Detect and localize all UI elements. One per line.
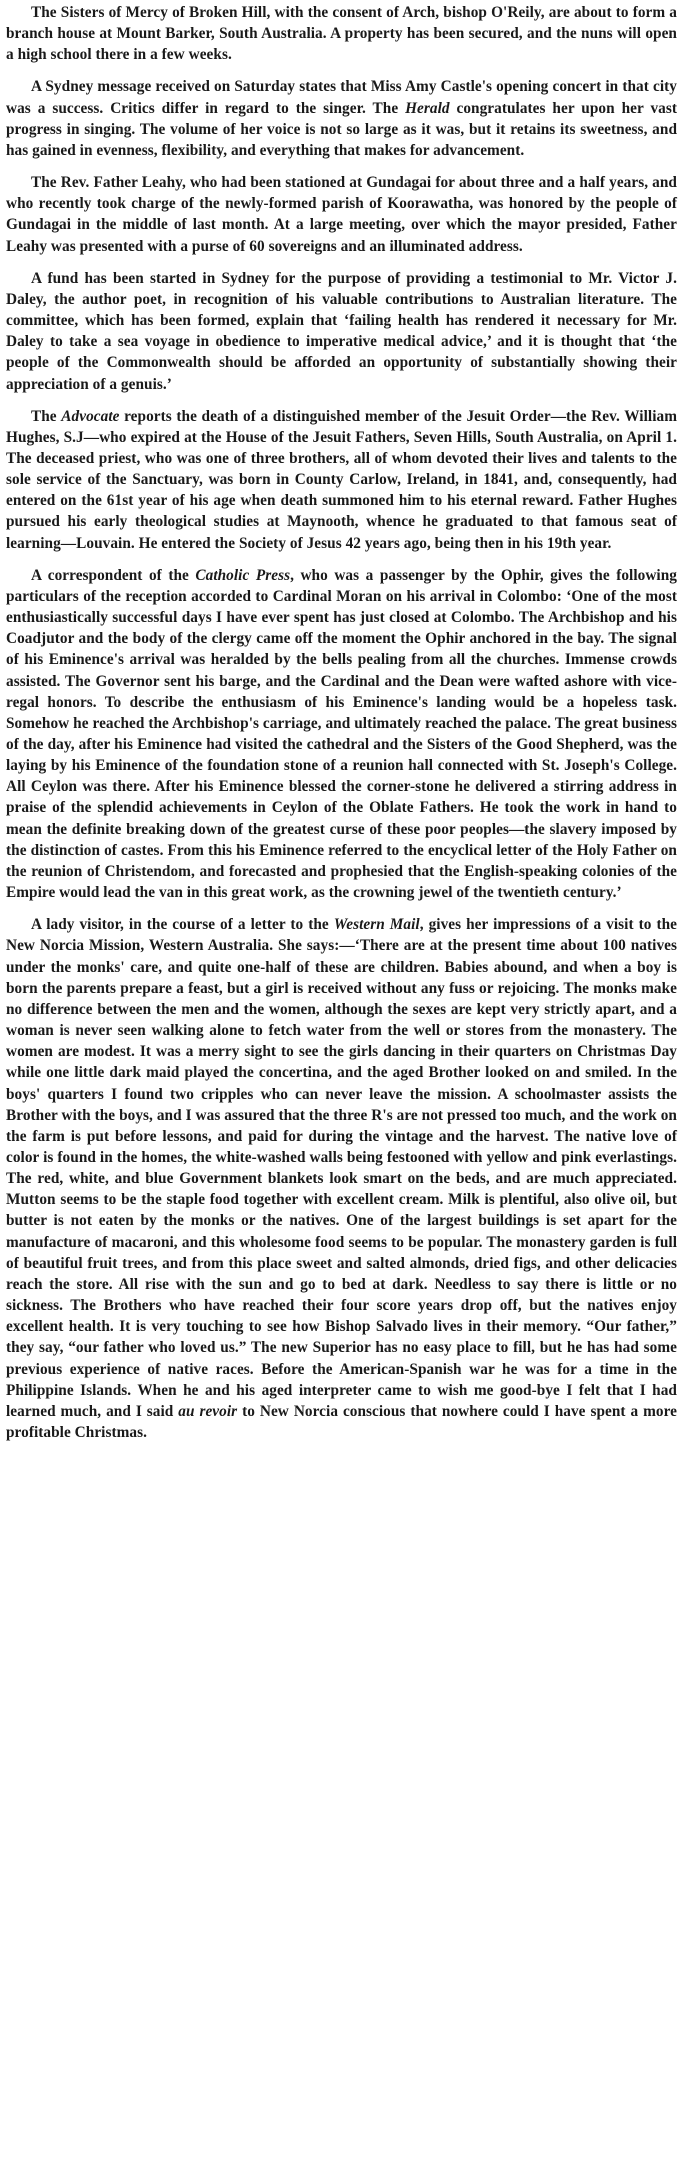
news-item-victor-daley [6, 268, 677, 395]
news-item-broken-hill [6, 2, 677, 65]
news-item-text: The Sisters of Mercy of Broken Hill, with the consent of Arch, bishop O'Reily, are about to form a branch house at Mount Barker, South Australia. A property has been secured, and the nuns will open a high school there in a few weeks. [6, 4, 677, 64]
news-item-text: A fund has been started in Sydney for the purpose of providing a testimonial to Mr. Victor J. Daley, the author poet, in recognition of his valuable contributions to Australian literature. The committee, which has been formed, explain that ‘failing health has rendered it necessary for Mr. Daley to take a sea voyage in obedience to imperative medical advice,’ and it is thought that ‘the people of the Commonwealth should be afforded an opportunity of substantially showing their appreciation of a genuis.’ [6, 269, 677, 393]
publication-title: Advocate [61, 407, 120, 425]
news-item-cardinal-moran [6, 565, 677, 904]
news-item-text: A Sydney message received on Saturday states that Miss Amy Castle's opening concert in that city was a success. Critics differ in regard to the singer. The [6, 78, 677, 117]
foreign-phrase: au revoir [178, 1402, 238, 1420]
news-item-text: The Rev. Father Leahy, who had been stationed at Gundagai for about three and a half years, and who recently took charge of the newly-formed parish of Koorawatha, was honored by the people of Gundagai in the middle of last month. At a large meeting, over which the mayor presided, Father Leahy was presented with a purse of 60 sovereigns and an illuminated address. [6, 174, 677, 255]
news-item-text: , who was a passenger by the Ophir, gives the following particulars of the reception accorded to Cardinal Moran on his arrival in Colombo: ‘One of the most enthusiastically successful days I have ever spent has just closed at Colombo. The Archbishop and his Coadjutor and the body of the clergy came off the moment the Ophir anchored in the bay. The signal of his Eminence's arrival was heralded by the bells pealing from all the churches. Immense crowds assisted. The Governor sent his barge, and the Cardinal and the Dean were wafted ashore with vice-regal honors. To describe the enthusiasm of his Eminence's landing would be a hopeless task. Somehow he reached the Archbishop's carriage, and ultimately reached the palace. The great business of the day, after his Eminence had visited the cathedral and the Sisters of the Good Shepherd, was the laying by his Eminence of the foundation stone of a reunion hall connected with St. Joseph's College. All Ceylon was there. After his Eminence blessed the corner-stone he delivered a stirring address in praise of the splendid achievements in Ceylon of the Oblate Fathers. He took the work in hand to mean the definite breaking down of the greatest curse of these poor peoples—the slavery imposed by the distinction of castes. From this his Eminence referred to the encyclical letter of the Holy Father on the reunion of Christendom, and forecasted and prophesied that the English-speaking colonies of the Empire would lead the van in this great work, as the crowning jewel of the twentieth century.’ [6, 566, 677, 902]
news-item-text: congratulates her upon her vast progress in singing. The volume of her voice is not so large as it was, but it retains its sweetness, and has gained in evenness, flexibility, and everything that makes for advancement. [6, 99, 677, 159]
news-item-text: The [31, 407, 62, 425]
news-item-text: A lady visitor, in the course of a letter to the [31, 916, 334, 934]
news-item-amy-castle [6, 76, 677, 161]
news-item-text: A correspondent of the [31, 566, 196, 584]
news-item-text: to New Norcia conscious that nowhere could I have spent a more profitable Christmas. [6, 1402, 677, 1441]
news-item-text: , gives her impressions of a visit to the New Norcia Mission, Western Australia. She says:—‘There are at the present time about 100 natives under the monks' care, and quite one-half of these are children. Babies abound, and when a boy is born the parents prepare a feast, but a girl is received without any fuss or rejoicing. The monks make no difference between the men and the women, although the sexes are kept very strictly apart, and a woman is never seen walking alone to fetch water from the well or stores from the monastery. The women are modest. It was a merry sight to see the girls dancing in their quarters on Christmas Day while one little dark maid played the concertina, and the aged Brother looked on and smiled. In the boys' quarters I found two cripples who can never leave the mission. A schoolmaster assists the Brother with the boys, and I was assured that the three R's are not pressed too much, and the work on the farm is put before lessons, and paid for during the vintage and the harvest. The native love of color is found in the homes, the white-washed walls being festooned with yellow and pink everlastings. The red, white, and blue Government blankets look smart on the beds, and are much appreciated. Mutton seems to be the staple food together with excellent cream. Milk is plentiful, also olive oil, but butter is not eaten by the monks or the natives. One of the largest buildings is set apart for the manufacture of macaroni, and this wholesome food seems to be popular. The monastery garden is full of beautiful fruit trees, and from this place sweet and salted almonds, dried figs, and other delicacies reach the store. All rise with the sun and go to bed at dark. Needless to say there is little or no sickness. The Brothers who have reached their four score years drop off, but the natives enjoy excellent health. It is very touching to see how Bishop Salvado lives in their memory. “Our father,” they say, “our father who loved us.” The new Superior has no easy place to fill, but he has had some previous experience of native races. Before the American-Spanish war he was for a time in the Philippine Islands. When he and his aged interpreter came to wish me good-bye I felt that I had learned much, and I said [6, 916, 677, 1420]
publication-title: Herald [405, 99, 450, 117]
news-item-new-norcia [6, 914, 677, 1443]
news-item-father-leahy [6, 172, 677, 257]
news-item-william-hughes [6, 406, 677, 554]
publication-title: Catholic Press [195, 566, 291, 584]
publication-title: Western Mail [333, 916, 420, 934]
news-item-text: reports the death of a distinguished member of the Jesuit Order—the Rev. William Hughes, S.J—who expired at the House of the Jesuit Fathers, Seven Hills, South Australia, on April 1. The deceased priest, who was one of three brothers, all of whom devoted their lives and talents to the sole service of the Sanctuary, was born in County Carlow, Ireland, in 1841, and, consequently, had entered on the 61st year of his age when death summoned him to his eternal reward. Father Hughes pursued his early theological studies at Maynooth, whence he graduated to that famous seat of learning—Louvain. He entered the Society of Jesus 42 years ago, being then in his 19th year. [6, 407, 677, 552]
